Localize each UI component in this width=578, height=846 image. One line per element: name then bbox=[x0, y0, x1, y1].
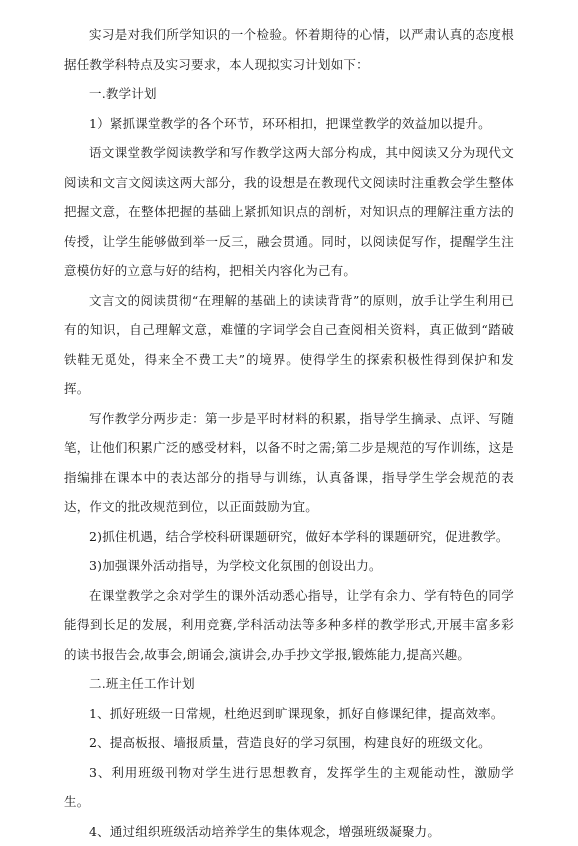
section-heading-class-teacher-plan: 二.班主任工作计划 bbox=[64, 669, 514, 699]
section-heading-teaching-plan: 一.教学计划 bbox=[64, 79, 514, 109]
class-item-4: 4、通过组织班级活动培养学生的集体观念，增强班级凝聚力。 bbox=[64, 817, 514, 846]
intro-paragraph: 实习是对我们所学知识的一个检验。怀着期待的心情，以严肃认真的态度根据任教学科特点及实习要求，本人现拟实习计划如下： bbox=[64, 20, 514, 79]
extracurricular-paragraph: 在课堂教学之余对学生的课外活动悉心指导，让学有余力、学有特色的同学能得到长足的发展，利用竞赛,学科活动法等多种多样的教学形式,开展丰富多彩的读书报告会,故事会,朗诵会,演讲会,办手抄文学报,锻炼能力,提高兴趣。 bbox=[64, 581, 514, 670]
class-item-3: 3、利用班级刊物对学生进行思想教育，发挥学生的主观能动性，激励学生。 bbox=[64, 758, 514, 817]
teaching-item-1: 1）紧抓课堂教学的各个环节，环环相扣，把课堂教学的效益加以提升。 bbox=[64, 109, 514, 139]
reading-writing-paragraph: 语文课堂教学阅读教学和写作教学这两大部分构成，其中阅读又分为现代文阅读和文言文阅读这两大部分，我的设想是在教现代文阅读时注重教会学生整体把握文意，在整体把握的基础上紧抓知识点的剖析，对知识点的理解注重方法的传授，让学生能够做到举一反三，融会贯通。同时，以阅读促写作，提醒学生注意模仿好的立意与好的结构，把相关内容化为己有。 bbox=[64, 138, 514, 286]
class-item-2: 2、提高板报、墙报质量，营造良好的学习氛围，构建良好的班级文化。 bbox=[64, 728, 514, 758]
class-item-1: 1、抓好班级一日常规，杜绝迟到旷课现象，抓好自修课纪律，提高效率。 bbox=[64, 699, 514, 729]
classical-chinese-paragraph: 文言文的阅读贯彻“在理解的基础上的读读背背”的原则，放手让学生利用已有的知识，自己理解文意，难懂的字词学会自己查阅相关资料，真正做到“踏破铁鞋无觅处，得来全不费工夫”的境界。使得学生的探索积极性得到保护和发挥。 bbox=[64, 286, 514, 404]
writing-teaching-paragraph: 写作教学分两步走：第一步是平时材料的积累，指导学生摘录、点评、写随笔，让他们积累广泛的感受材料，以备不时之需;第二步是规范的写作训练，这是指编排在课本中的表达部分的指导与训练，认真备课，指导学生学会规范的表达，作文的批改规范到位，以正面鼓励为宜。 bbox=[64, 404, 514, 522]
teaching-item-2: 2)抓住机遇，结合学校科研课题研究，做好本学科的课题研究，促进教学。 bbox=[64, 522, 514, 552]
document-page bbox=[64, 20, 514, 846]
teaching-item-3: 3)加强课外活动指导，为学校文化氛围的创设出力。 bbox=[64, 551, 514, 581]
